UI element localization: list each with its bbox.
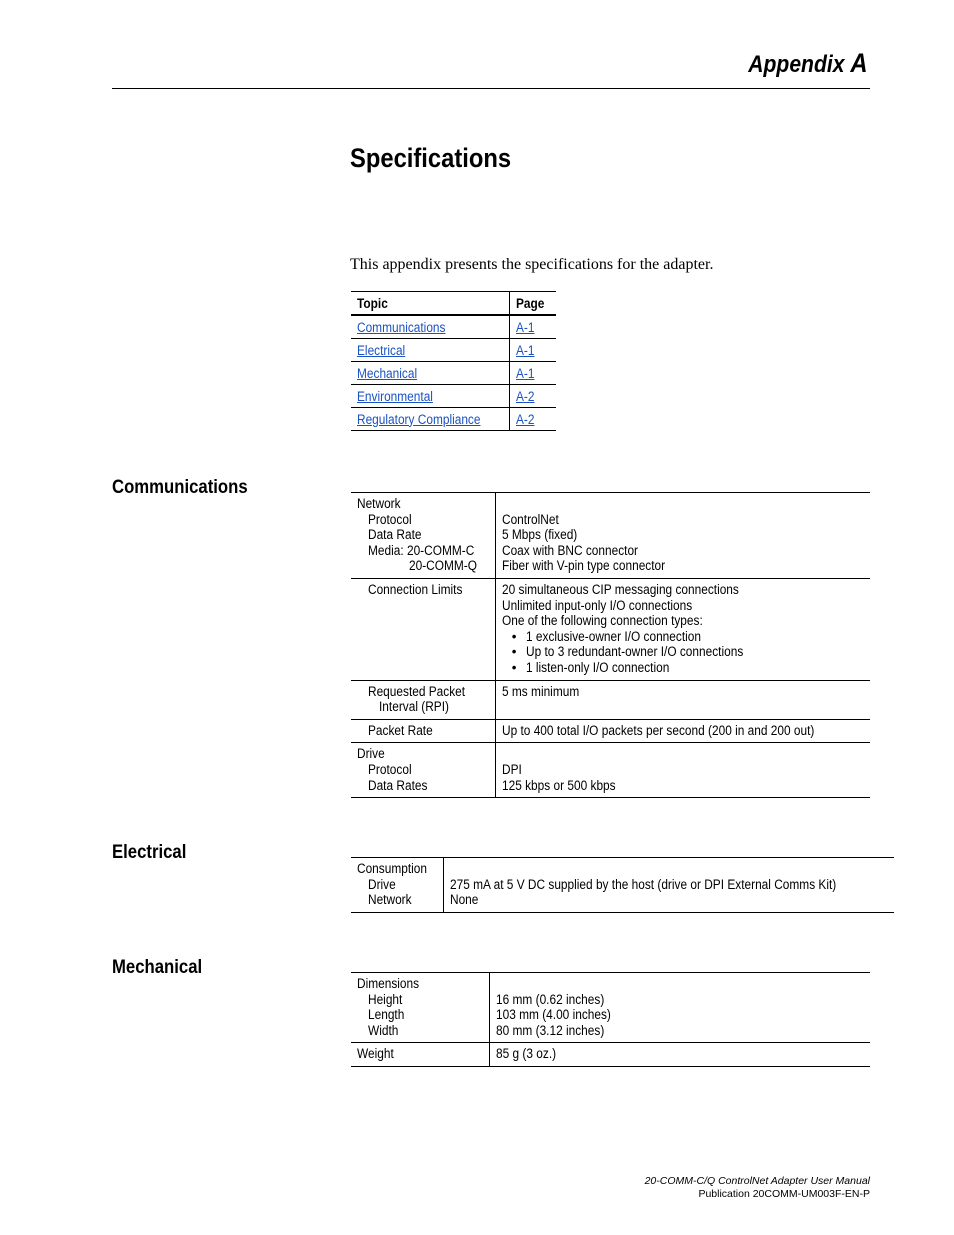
media-c-value: Coax with BNC connector (501, 542, 638, 558)
table-row (351, 680, 870, 719)
connection-limits-line: 20 simultaneous CIP messaging connections (501, 581, 739, 597)
dimensions-label: Dimensions (357, 976, 420, 991)
topic-table-header (351, 292, 556, 316)
width-label: Width (368, 1022, 399, 1038)
drive-label: Drive (357, 746, 385, 762)
drive-protocol-label: Protocol (368, 761, 412, 777)
table-row (351, 719, 870, 743)
connection-type-item: 1 exclusive-owner I/O connection (525, 628, 701, 644)
consumption-drive-value: 275 mA at 5 V DC supplied by the host (drive or DPI External Comms Kit) (449, 876, 836, 892)
height-value: 16 mm (0.62 inches) (496, 991, 605, 1007)
appendix-heading (749, 48, 868, 79)
connection-limits-label: Connection Limits (368, 581, 463, 597)
table-row (351, 362, 556, 385)
network-label: Network (357, 496, 401, 511)
table-row (351, 315, 556, 339)
appendix-word: Appendix (748, 51, 845, 78)
page-title: Specifications (350, 143, 512, 173)
weight-value: 85 g (3 oz.) (496, 1046, 557, 1062)
consumption-label: Consumption (357, 861, 428, 876)
bullet-icon: • (511, 644, 517, 660)
page-header: Page (516, 295, 545, 311)
data-rate-value: 5 Mbps (fixed) (501, 527, 578, 543)
table-row (351, 973, 870, 1043)
page-footer (645, 1175, 870, 1201)
topic-header: Topic (351, 292, 510, 316)
footer-publication: Publication 20COMM-UM003F-EN-P (698, 1188, 870, 1200)
section-heading-communications: Communications (112, 477, 248, 498)
topic-link-environmental[interactable]: Environmental (357, 388, 433, 404)
page-link-electrical[interactable]: A-1 (516, 342, 535, 358)
topic-link-electrical[interactable]: Electrical (357, 342, 406, 358)
connection-limits-line: One of the following connection types: (501, 613, 703, 629)
electrical-spec-table (351, 857, 894, 913)
page-link-regulatory-compliance[interactable]: A-2 (516, 411, 535, 427)
table-row (351, 408, 556, 431)
media-q-label: 20-COMM-Q (409, 558, 477, 574)
bullet-icon: • (511, 659, 517, 675)
appendix-letter: A (850, 48, 868, 78)
topic-link-regulatory-compliance[interactable]: Regulatory Compliance (357, 411, 481, 427)
rpi-value: 5 ms minimum (501, 683, 580, 699)
topic-table (351, 291, 556, 431)
protocol-value: ControlNet (501, 511, 559, 527)
drive-data-rates-value: 125 kbps or 500 kbps (501, 777, 616, 793)
connection-type-item: 1 listen-only I/O connection (525, 659, 670, 675)
table-row (351, 858, 894, 913)
height-label: Height (368, 991, 403, 1007)
communications-spec-table (351, 492, 870, 798)
page-link-communications[interactable]: A-1 (516, 319, 535, 335)
consumption-drive-label: Drive (368, 876, 396, 892)
table-row (351, 743, 870, 798)
data-rate-label: Data Rate (368, 527, 422, 543)
length-label: Length (368, 1007, 405, 1023)
page-link-environmental[interactable]: A-2 (516, 388, 535, 404)
page-link-mechanical[interactable]: A-1 (516, 365, 535, 381)
intro-text: This appendix presents the specifications for the adapter. (350, 256, 714, 273)
packet-rate-value: Up to 400 total I/O packets per second (200 in and 200 out) (501, 722, 815, 738)
footer-manual-title: 20-COMM-C/Q ControlNet Adapter User Manual (644, 1175, 870, 1187)
topic-link-communications[interactable]: Communications (357, 319, 446, 335)
length-value: 103 mm (4.00 inches) (496, 1007, 611, 1023)
connection-limits-line: Unlimited input-only I/O connections (501, 597, 692, 613)
mechanical-spec-table (351, 972, 870, 1067)
packet-rate-label: Packet Rate (368, 722, 433, 738)
rpi-label-continued: Interval (RPI) (379, 699, 449, 715)
section-heading-mechanical: Mechanical (112, 957, 203, 978)
connection-type-item: Up to 3 redundant-owner I/O connections (525, 644, 744, 660)
drive-data-rates-label: Data Rates (368, 777, 428, 793)
table-row (351, 1043, 870, 1067)
weight-label: Weight (357, 1046, 394, 1062)
header-rule (112, 88, 870, 89)
media-c-label: Media: 20-COMM-C (368, 542, 475, 558)
section-heading-electrical: Electrical (112, 842, 187, 863)
media-q-value: Fiber with V-pin type connector (501, 558, 665, 574)
table-row (351, 385, 556, 408)
consumption-network-value: None (449, 892, 478, 908)
width-value: 80 mm (3.12 inches) (496, 1022, 605, 1038)
consumption-network-label: Network (368, 892, 412, 908)
drive-protocol-value: DPI (501, 761, 522, 777)
topic-link-mechanical[interactable]: Mechanical (357, 365, 418, 381)
table-row (351, 339, 556, 362)
table-row (351, 578, 870, 680)
table-row (351, 493, 870, 579)
bullet-icon: • (511, 628, 517, 644)
rpi-label: Requested Packet (368, 683, 466, 699)
protocol-label: Protocol (368, 511, 412, 527)
